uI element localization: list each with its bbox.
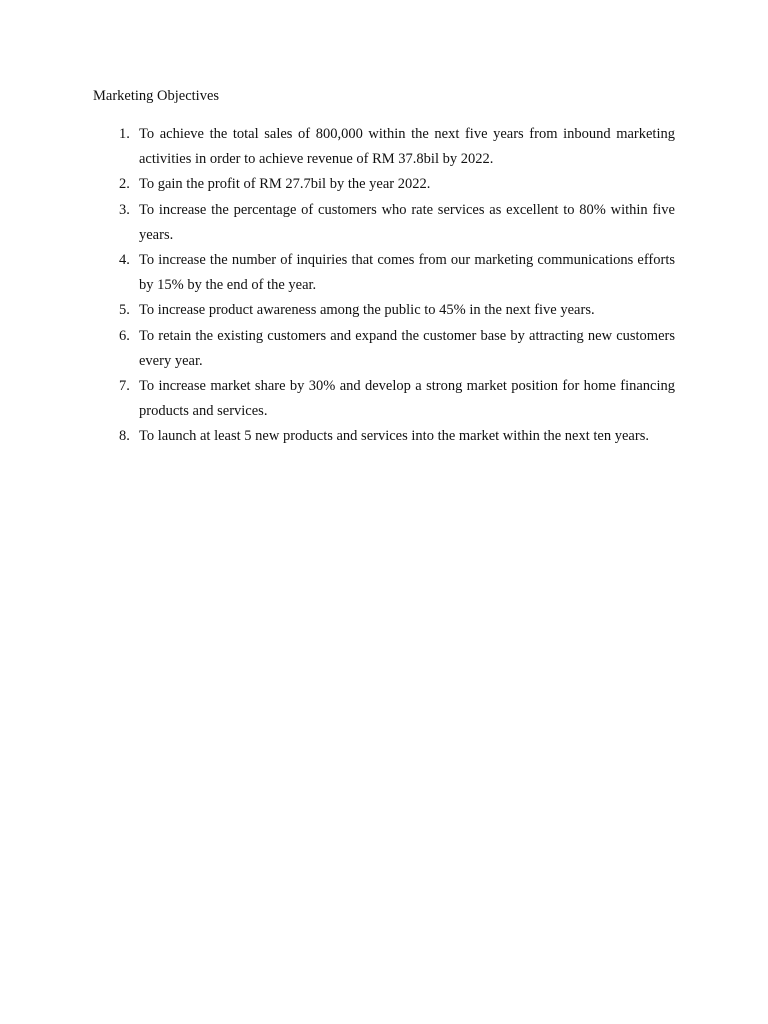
list-item-text: To gain the profit of RM 27.7bil by the year 2022. [139,176,431,193]
list-item-number: 2. [119,176,130,193]
list-item [93,122,675,172]
list-item-number: 3. [119,201,130,218]
list-item-text: To retain the existing customers and expand the customer base by attracting new customers every year. [139,327,675,369]
list-item-number: 1. [119,126,130,142]
list-item [93,248,675,298]
list-item-text: To launch at least 5 new products and services into the market within the next ten years. [139,428,649,445]
list-item-text: To increase market share by 30% and develop a strong market position for home financing products and services. [139,378,675,420]
page-title: Marketing Objectives [93,88,220,104]
list-item [93,198,675,248]
list-item [93,374,675,424]
list-item [93,424,675,449]
list-item-number: 7. [119,378,130,395]
list-item-text: To increase the number of inquiries that comes from our marketing communications efforts by 15% by the end of the year. [139,252,675,294]
list-item-number: 8. [119,428,130,445]
list-item-number: 4. [119,252,130,269]
list-item [93,172,675,197]
list-item-number: 6. [119,327,130,344]
list-item-number: 5. [119,302,130,319]
list-item [93,324,675,374]
list-item-text: To increase product awareness among the public to 45% in the next five years. [139,302,595,319]
list-item-text: To achieve the total sales of 800,000 within the next five years from inbound marketing activities in order to achieve revenue of RM 37.8bil by 2022. [139,126,675,168]
list-item-text: To increase the percentage of customers who rate services as excellent to 80% within five years. [139,201,675,243]
objectives-list [93,122,675,450]
list-item [93,298,675,323]
